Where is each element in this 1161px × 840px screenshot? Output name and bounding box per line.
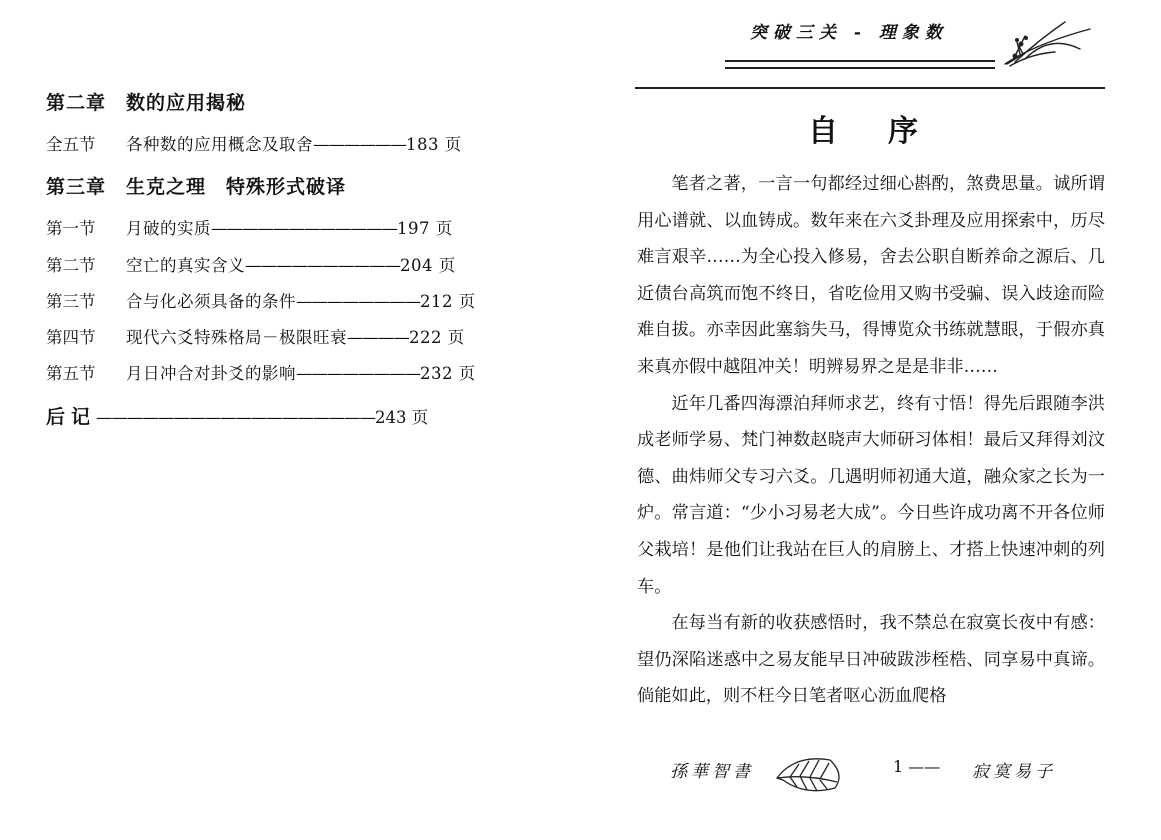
- toc-page-number: 243 页: [375, 408, 429, 427]
- toc-section-title: 月日冲合对卦爻的影响: [126, 364, 296, 383]
- toc-page-number: 197 页: [397, 219, 453, 238]
- toc-entry: [46, 324, 516, 348]
- toc-leader: ————————: [296, 364, 420, 383]
- header-rule: [635, 87, 1105, 89]
- toc-page-number: 222 页: [409, 328, 465, 347]
- header-double-rule: [725, 60, 995, 69]
- toc-leader: ————————————: [211, 219, 397, 238]
- leaf-ornament-icon: [775, 752, 845, 794]
- footer-calligraphy-right: 寂寞易子: [972, 762, 1056, 782]
- toc-entry: [46, 215, 516, 239]
- toc-section-number: 第四节: [46, 328, 96, 347]
- toc-section-title: 空亡的真实含义: [126, 256, 245, 275]
- page-title: 自序: [808, 114, 968, 149]
- toc-page-number: 232 页: [420, 364, 476, 383]
- toc-leader: ————————: [296, 292, 420, 311]
- toc-section-title: 月破的实质: [126, 219, 211, 238]
- toc-leader: ——————————————————: [96, 408, 376, 427]
- paragraph: 近年几番四海漂泊拜师求艺，终有寸悟！得先后跟随李洪成老师学易、梵门神数赵晓声大师研习体相！最后又拜得刘汶德、曲炜师父专习六爻。几遇明师初通大道，融众家之长为一炉。常言道：“少小习易老大成”。今日些许成功离不开各位师父栽培！是他们让我站在巨人的肩膀上、才搭上快速冲刺的列车。: [637, 393, 1105, 597]
- toc-section-number: 第三节: [46, 292, 96, 311]
- toc-section-number: 第二节: [46, 256, 96, 275]
- toc-section-number: 第五节: [46, 364, 96, 383]
- orchid-ornament-icon: [995, 14, 1095, 74]
- toc-page-number: 212 页: [420, 292, 476, 311]
- preface-body: [637, 166, 1105, 715]
- toc-entry: [46, 252, 516, 276]
- toc-section-number: 全五节: [46, 135, 96, 154]
- footer-calligraphy-left: 孫華智書: [670, 762, 754, 782]
- preface-page: [580, 0, 1161, 840]
- afterword-title: 后记: [46, 406, 97, 428]
- toc-entry: [46, 360, 516, 384]
- running-header-title: 突破三关 - 理象数: [750, 23, 948, 43]
- page-number: 1 ——: [893, 757, 941, 776]
- toc-leader: ——————: [313, 135, 406, 154]
- toc-page-number: 183 页: [406, 135, 462, 154]
- toc-leader: ————: [347, 328, 409, 347]
- paragraph: 在每当有新的收获感悟时，我不禁总在寂寞长夜中有感：望仍深陷迷惑中之易友能早日冲破跋涉桎梏、同享易中真谛。倘能如此，则不枉今日笔者呕心沥血爬格: [637, 613, 1105, 707]
- toc-entry: [46, 131, 516, 155]
- paragraph: 笔者之著，一言一句都经过细心斟酌，煞费思量。诚所谓用心谱就、以血铸成。数年来在六爻卦理及应用探索中，历尽难言艰辛……为全心投入修易，舍去公职自断养命之源后、几近债台高筑而饱不终日，省吃俭用又购书受骗、误入歧途而险难自拔。亦幸因此塞翁失马，得博览众书练就慧眼，于假亦真来真亦假中越阻冲关！明辨易界之是是非非……: [637, 174, 1105, 377]
- toc-page: [0, 0, 580, 840]
- toc-leader: ——————————: [245, 256, 400, 275]
- toc-section-title: 各种数的应用概念及取舍: [126, 135, 313, 154]
- toc-entry: [46, 288, 516, 312]
- toc-section-title: 现代六爻特殊格局－极限旺衰: [126, 328, 347, 347]
- toc-section-title: 合与化必须具备的条件: [126, 292, 296, 311]
- toc-section-number: 第一节: [46, 219, 96, 238]
- chapter-heading: 第二章 数的应用揭秘: [46, 92, 247, 114]
- toc-page-number: 204 页: [400, 256, 456, 275]
- chapter-heading: 第三章 生克之理 特殊形式破译: [46, 176, 347, 198]
- toc-afterword-entry: [46, 402, 516, 429]
